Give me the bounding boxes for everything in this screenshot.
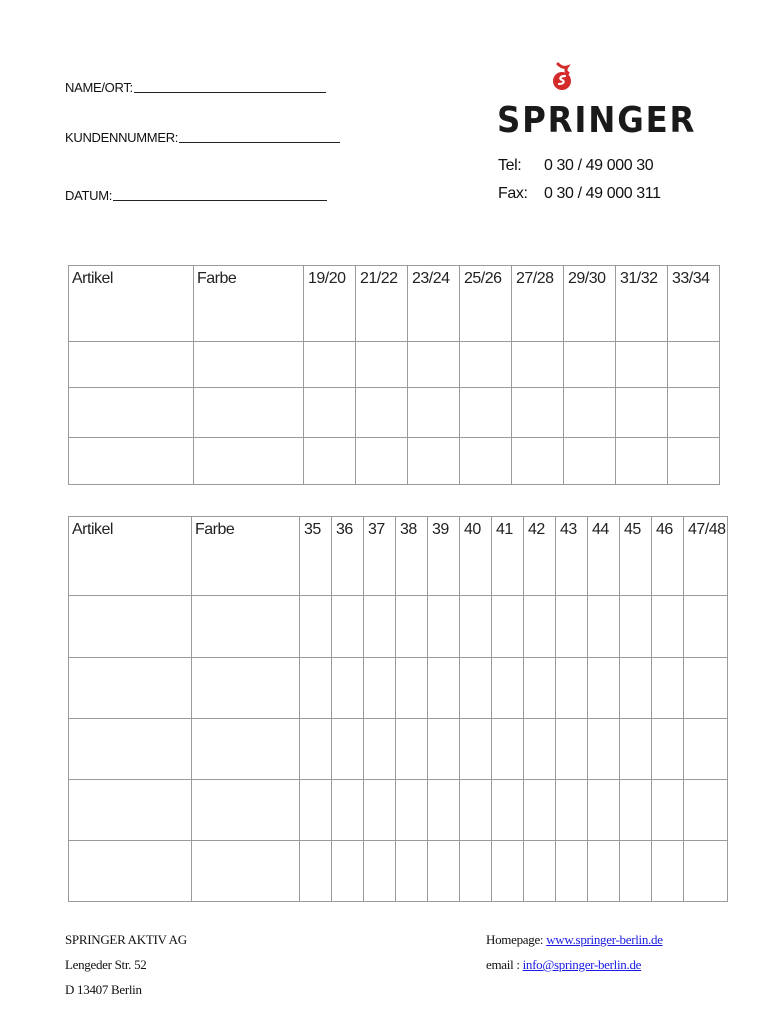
table-cell[interactable] [69,596,192,658]
table-cell[interactable] [300,719,332,780]
table-cell[interactable] [684,658,728,719]
email-line [486,952,663,977]
table-cell[interactable] [556,719,588,780]
table-cell[interactable] [332,596,364,658]
column-header-size: 41 [492,517,524,596]
fax-line [498,185,661,203]
table-cell[interactable] [460,596,492,658]
table-cell[interactable] [588,780,620,841]
column-header-size: 43 [556,517,588,596]
table-cell[interactable] [684,596,728,658]
table-cell[interactable] [69,658,192,719]
table-cell[interactable] [616,342,668,388]
customer-number-field-row [65,130,340,145]
column-header-size: 21/22 [356,266,408,342]
table-cell[interactable] [556,841,588,902]
column-header-size: 36 [332,517,364,596]
phone-line [498,157,653,175]
order-table-adult-sizes [68,516,728,902]
order-table-kids-sizes [68,265,720,485]
table-cell[interactable] [304,388,356,438]
table-cell[interactable] [564,342,616,388]
column-header-size: 42 [524,517,556,596]
table-cell[interactable] [524,719,556,780]
table-cell[interactable] [620,719,652,780]
table-cell[interactable] [588,719,620,780]
phone-label: Tel: [498,157,522,174]
table-header-row [69,517,728,596]
table-cell[interactable] [492,780,524,841]
table-cell[interactable] [492,658,524,719]
table-cell[interactable] [192,719,300,780]
column-header-size: 35 [300,517,332,596]
email-link[interactable]: info@springer-berlin.de [522,957,642,972]
company-name: SPRINGER AKTIV AG [65,932,187,947]
table-cell[interactable] [620,596,652,658]
table-cell[interactable] [588,596,620,658]
table-cell[interactable] [408,342,460,388]
company-city: D 13407 Berlin [65,982,142,997]
table-cell[interactable] [300,841,332,902]
table-row [69,596,728,658]
table-cell[interactable] [564,388,616,438]
phone-value: 0 30 / 49 000 30 [544,157,654,174]
table-cell[interactable] [332,780,364,841]
table-cell[interactable] [492,841,524,902]
table-cell[interactable] [304,342,356,388]
column-header-size: 25/26 [460,266,512,342]
company-street: Lengeder Str. 52 [65,957,147,972]
table-cell[interactable] [69,719,192,780]
table-cell[interactable] [620,841,652,902]
column-header-farbe: Farbe [194,266,304,342]
column-header-size: 33/34 [668,266,720,342]
table-row [69,342,720,388]
email-label: email : [486,957,523,972]
column-header-size: 29/30 [564,266,616,342]
table-cell[interactable] [588,658,620,719]
table-cell[interactable] [684,719,728,780]
column-header-size: 40 [460,517,492,596]
table-cell[interactable] [69,438,194,485]
table-cell[interactable] [620,658,652,719]
table-cell[interactable] [300,596,332,658]
table-cell[interactable] [460,658,492,719]
column-header-size: 23/24 [408,266,460,342]
table-cell[interactable] [460,342,512,388]
table-row [69,388,720,438]
table-cell[interactable] [300,780,332,841]
name-label: NAME/ORT: [65,80,133,95]
table-body [69,596,728,902]
table-row [69,658,728,719]
table-cell[interactable] [192,658,300,719]
table-cell[interactable] [524,658,556,719]
table-cell[interactable] [364,658,396,719]
table-cell[interactable] [192,780,300,841]
table-cell[interactable] [356,342,408,388]
name-input-line[interactable] [134,91,326,93]
table-cell[interactable] [356,438,408,485]
table-cell[interactable] [396,780,428,841]
table-cell[interactable] [652,596,684,658]
table-cell[interactable] [192,841,300,902]
customer-number-input-line[interactable] [179,141,340,143]
table-cell[interactable] [428,596,460,658]
column-header-size: 39 [428,517,460,596]
table-cell[interactable] [652,780,684,841]
table-row [69,438,720,485]
table-cell[interactable] [668,388,720,438]
table-cell[interactable] [564,438,616,485]
table-cell[interactable] [332,841,364,902]
table-cell[interactable] [524,780,556,841]
table-cell[interactable] [332,658,364,719]
table-cell[interactable] [556,596,588,658]
table-cell[interactable] [396,719,428,780]
table-cell[interactable] [408,388,460,438]
table-cell[interactable] [396,596,428,658]
table-cell[interactable] [684,780,728,841]
column-header-size: 31/32 [616,266,668,342]
table-cell[interactable] [556,780,588,841]
table-cell[interactable] [192,596,300,658]
customer-number-label: KUNDENNUMMER: [65,130,179,145]
table-cell[interactable] [652,719,684,780]
table-cell[interactable] [396,841,428,902]
table-cell[interactable] [588,841,620,902]
column-header-size: 47/48 [684,517,728,596]
table-cell[interactable] [300,658,332,719]
table-cell[interactable] [460,780,492,841]
table-cell[interactable] [460,841,492,902]
table-cell[interactable] [364,780,396,841]
table-cell[interactable] [194,342,304,388]
table-cell[interactable] [194,438,304,485]
table-cell[interactable] [364,719,396,780]
table-cell[interactable] [408,438,460,485]
table-cell[interactable] [524,841,556,902]
table-header-row [69,266,720,342]
company-contact-links [486,927,663,977]
table-cell[interactable] [396,658,428,719]
homepage-line [486,927,663,952]
table-cell[interactable] [460,719,492,780]
table-cell[interactable] [69,841,192,902]
table-cell[interactable] [652,841,684,902]
table-cell[interactable] [512,342,564,388]
table-cell[interactable] [668,438,720,485]
homepage-label: Homepage: [486,932,547,947]
column-header-artikel: Artikel [69,517,192,596]
table-cell[interactable] [524,596,556,658]
table-cell[interactable] [512,388,564,438]
table-cell[interactable] [194,388,304,438]
column-header-size: 46 [652,517,684,596]
table-body [69,342,720,485]
brand-wordmark: SPRINGER [497,100,697,141]
table-cell[interactable] [69,342,194,388]
table-cell[interactable] [364,841,396,902]
table-cell[interactable] [620,780,652,841]
company-address [65,927,187,1002]
table-cell[interactable] [69,388,194,438]
column-header-size: 45 [620,517,652,596]
date-label: DATUM: [65,188,113,203]
table-cell[interactable] [652,658,684,719]
fax-label: Fax: [498,185,528,202]
column-header-size: 44 [588,517,620,596]
table-cell[interactable] [428,841,460,902]
table-cell[interactable] [460,438,512,485]
table-cell[interactable] [69,780,192,841]
homepage-link[interactable]: www.springer-berlin.de [546,932,663,947]
table-cell[interactable] [492,719,524,780]
table-cell[interactable] [356,388,408,438]
table-cell[interactable] [428,780,460,841]
table-cell[interactable] [428,658,460,719]
table-row [69,719,728,780]
table-row [69,780,728,841]
table-cell[interactable] [492,596,524,658]
table-cell[interactable] [512,438,564,485]
column-header-size: 38 [396,517,428,596]
springer-logo-icon [548,62,576,92]
column-header-artikel: Artikel [69,266,194,342]
column-header-size: 37 [364,517,396,596]
table-cell[interactable] [684,841,728,902]
column-header-farbe: Farbe [192,517,300,596]
table-cell[interactable] [556,658,588,719]
table-cell[interactable] [460,388,512,438]
column-header-size: 19/20 [304,266,356,342]
column-header-size: 27/28 [512,266,564,342]
fax-value: 0 30 / 49 000 311 [544,185,661,202]
table-cell[interactable] [668,342,720,388]
table-cell[interactable] [332,719,364,780]
table-cell[interactable] [616,388,668,438]
date-field-row [65,188,327,203]
date-input-line[interactable] [113,199,327,201]
table-cell[interactable] [304,438,356,485]
table-cell[interactable] [364,596,396,658]
table-cell[interactable] [428,719,460,780]
table-row [69,841,728,902]
table-cell[interactable] [616,438,668,485]
name-field-row [65,80,326,95]
